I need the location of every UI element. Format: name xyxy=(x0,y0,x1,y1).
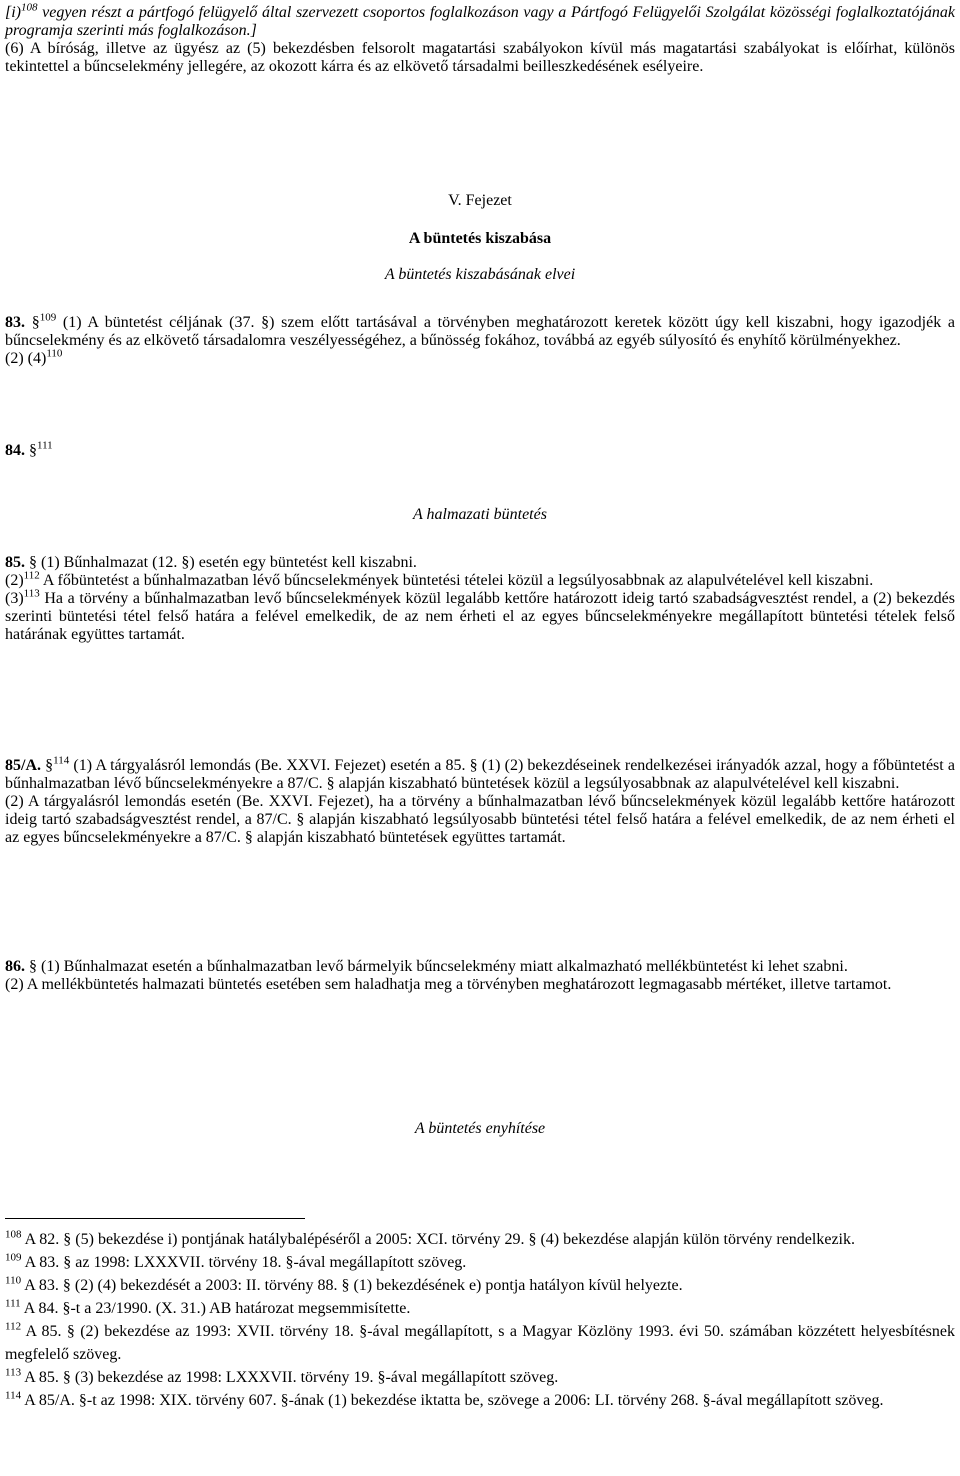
section-86-paragraph-2: (2) A mellékbüntetés halmazati büntetés esetében sem haladhatja meg a törvényben meghatározott legmagasabb mértéket, illetve tartamot. xyxy=(5,976,892,993)
intro-item-i: [i)$^{108}$ vegyen részt a pártfogó felügyelő által szervezett csoportos foglalkozáson vagy a Pártfogó Felügyelői Szolgálat közösségi foglalkoztatójának programja szerinti más foglalkozáson.] xyxy=(5,1,955,39)
footnote-ref-114[interactable]: 114 xyxy=(53,754,70,767)
chapter-number: V. Fejezet xyxy=(448,192,512,209)
section-85-paragraph-1: 85. § (1) Bűnhalmazat (12. §) esetén egy büntetést kell kiszabni. xyxy=(5,554,417,571)
section-83 xyxy=(5,311,955,368)
section-83-paragraph-1: 83. §$^{109}$ (1) A büntetést céljának (37. §) szem előtt tartásával a törvényben meghatározott keretek között úgy kell kiszabni, hogy igazodjék a bűncselekmény és az elkövető társadalomra veszélyességéhez, a bűnösség fokához, továbbá az egyéb súlyosító és enyhítő körülményekhez. xyxy=(5,311,955,349)
section-85a-paragraph-1: 85/A. §$^{114}$ (1) A tárgyalásról lemondás (Be. XXVI. Fejezet) esetén a 85. § (1) (2) bekezdéseinek rendelkezései irányadók azzal, hogy a főbüntetést a bűnhalmazatban lévő bűncselekményekre a 87/C. § alapján kiszabható büntetések közül a legsúlyosabbnak az alapulvételével kell kiszabni. xyxy=(5,754,955,792)
section-85-paragraph-3: $(3)^{113}$ Ha a törvény a bűnhalmazatban levő bűncselekmények közül legalább kettőre határozott ideig tartó szabadságvesztést rendel, a (2) bekezdés szerinti büntetési tétel felső határa a felével emelkedik, de az nem érheti el az egyes bűncselekményekre megállapított büntetési tételek felső határának együttes tartamát. xyxy=(5,587,955,643)
footnotes xyxy=(5,1228,955,1412)
intro-block xyxy=(5,1,955,76)
chapter-title: A büntetés kiszabása xyxy=(408,230,552,247)
footnote-ref-112[interactable]: 112 xyxy=(23,569,40,582)
section-heading-halmazati: A halmazati büntetés xyxy=(413,506,547,523)
intro-paragraph-6: (6) A bíróság, illetve az ügyész az (5) bekezdésben felsorolt magatartási szabályokon kívül más magatartási szabályokat is előírhat, különös tekintettel a bűncselekmény jellegére, az okozott kárra és az elkövető társadalmi beilleszkedésének esélyeire. xyxy=(5,40,955,75)
footnote-114: $^{114}$ A 85/A. §-t az 1998: XIX. törvény 607. §-ának (1) bekezdése iktatta be, szövege a 2006: LI. törvény 268. §-ával megállapított szöveg. xyxy=(5,1389,884,1409)
footnote-ref-109[interactable]: 109 xyxy=(39,311,57,324)
footnote-111: $^{111}$ A 84. §-t a 23/1990. (X. 31.) AB határozat megsemmisítette. xyxy=(5,1297,411,1317)
section-86-paragraph-1: 86. § (1) Bűnhalmazat esetén a bűnhalmazatban levő bármelyik bűncselekmény miatt alkalmazható mellékbüntetést ki lehet szabni. xyxy=(5,958,848,975)
footnote-108: $^{108}$ A 82. § (5) bekezdése i) pontjának hatálybalépéséről a 2005: XCI. törvény 29. § (4) bekezdése alapján külön törvény rendelkezik. xyxy=(5,1228,855,1248)
footnote-ref-108[interactable]: 108 xyxy=(21,1,38,14)
footnote-109: $^{109}$ A 83. § az 1998: LXXXVII. törvény 18. §-ával megállapított szöveg. xyxy=(5,1251,467,1271)
footnote-112: $^{112}$ A 85. § (2) bekezdése az 1993: XVII. törvény 18. §-ával megállapított, s a Magyar Közlöny 1993. évi 50. számában közzétett helyesbítésnek megfelelő szöveg. xyxy=(5,1320,955,1363)
section-86 xyxy=(5,958,955,994)
footnote-113: $^{113}$ A 85. § (3) bekezdése az 1998: LXXXVII. törvény 19. §-ával megállapított szöveg. xyxy=(5,1366,559,1386)
footnote-ref-111[interactable]: 111 xyxy=(37,439,53,452)
section-85 xyxy=(5,554,955,644)
section-84: 84. §$^{111}$ xyxy=(5,439,53,459)
section-heading-enyhitese: A büntetés enyhítése xyxy=(414,1120,546,1137)
footnote-divider xyxy=(5,1218,305,1219)
section-85a xyxy=(5,754,956,847)
chapter-subtitle: A büntetés kiszabásának elvei xyxy=(384,266,576,283)
footnote-ref-113[interactable]: 113 xyxy=(23,587,40,600)
section-83-paragraph-2: (2) $(4)^{110}$ xyxy=(5,347,63,367)
footnote-110: $^{110}$ A 83. § (2) (4) bekezdését a 2003: II. törvény 88. § (1) bekezdésének e) pontja hatályon kívül helyezte. xyxy=(5,1274,683,1294)
footnote-ref-110[interactable]: 110 xyxy=(46,347,63,360)
section-85a-paragraph-2: (2) A tárgyalásról lemondás esetén (Be. XXVI. Fejezet), ha a törvény a bűnhalmazatban lévő bűncselekmények közül legalább kettőre határozott ideig tartó szabadságvesztést rendel, a 87/C. § alapján kiszabható legsúlyosabb büntetési tétel felső határa a felével emelkedik, de az nem érheti el az egyes bűncselekményekre a 87/C. § alapján kiszabható büntetések együttes tartamát. xyxy=(5,793,956,846)
section-85-paragraph-2: $(2)^{112}$ A főbüntetést a bűnhalmazatban lévő bűncselekmények büntetési tételei közül a legsúlyosabbnak az alapulvételével kell kiszabni. xyxy=(5,569,874,589)
